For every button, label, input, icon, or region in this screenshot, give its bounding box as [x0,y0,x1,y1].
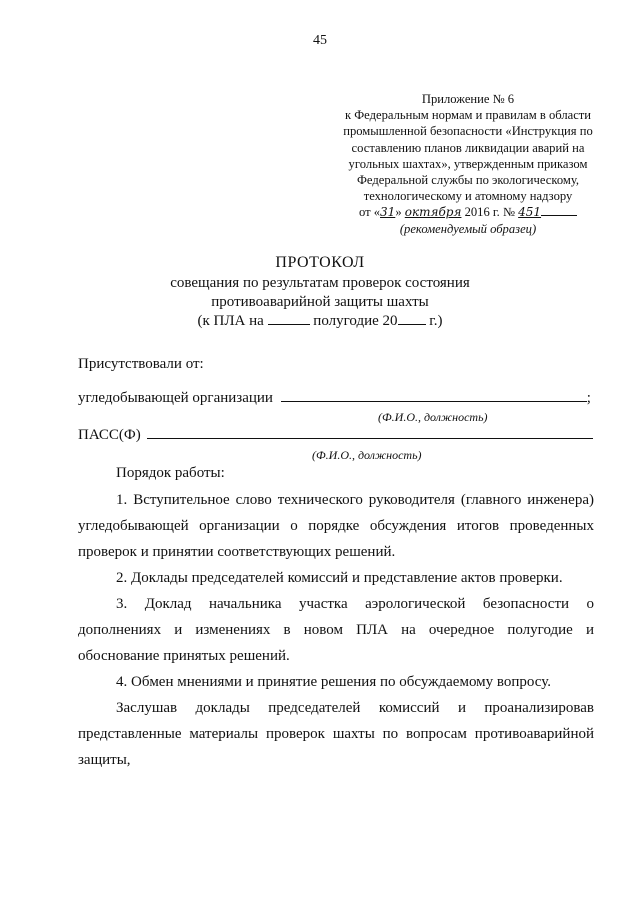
page-number: 45 [313,33,327,48]
pass-blank [147,437,593,439]
agenda-label: Порядок работы: [116,465,225,481]
pass-caption: (Ф.И.О., должность) [312,448,422,462]
handwritten-month: октября [404,205,462,220]
recommended-sample-note: (рекомендуемый образец) [399,221,537,236]
org-line [78,390,591,407]
agenda-item-4: 4. Обмен мнениями и принятие решения по обсуждаемому вопросу. [116,674,551,690]
pass-label: ПАСС(Ф) [78,427,141,443]
handwritten-order-number: 451 [518,205,542,220]
org-blank [281,400,587,402]
title-line-period: (к ПЛА на полугодие 20 г.) [197,313,443,329]
handwritten-day: 31 [380,205,396,220]
half-year-blank [268,323,310,325]
appendix-line: к Федеральным нормам и правилам в области [344,108,592,123]
org-end: ; [586,390,591,406]
appendix-line: технологическому и атомному надзору [363,189,573,204]
conclusion-paragraph: Заслушав доклады председателей комиссий и проанализировав представленные материалы проверок шахты по вопросам противоаварийной защиты, [78,700,594,768]
appendix-date-line: от «31» октября 2016 г. № 451 [318,204,618,220]
agenda-item-1: 1. Вступительное слово технического руководителя (главного инженера) угледобывающей организации о порядке обсуждения итогов проведенных проверок и принятии соответствующих решений. [78,492,594,560]
appendix-line: Федеральной службы по экологическому, [356,173,580,188]
protocol-title-block [0,253,640,331]
title-line: совещания по результатам проверок состояния [170,275,470,291]
appendix-line: угольных шахтах», утвержденным приказом [348,156,588,171]
number-underline [541,214,577,216]
protocol-heading: ПРОТОКОЛ [275,254,365,271]
appendix-line: составлению планов ликвидации аварий на [351,140,585,155]
title-line: противоаварийной защиты шахты [211,294,429,310]
agenda-item-2: 2. Доклады председателей комиссий и представление актов проверки. [116,570,563,586]
year-blank [398,323,426,325]
pass-line [78,427,593,444]
org-label: угледобывающей организации [78,390,273,406]
appendix-title: Приложение № 6 [421,92,515,106]
agenda-item-3: 3. Доклад начальника участка аэрологической безопасности о дополнениях и изменениях в новом ПЛА на очередное полугодие и обоснование принятых решений. [78,596,594,664]
appendix-block [318,91,618,237]
org-caption: (Ф.И.О., должность) [378,410,488,424]
appendix-line: промышленной безопасности «Инструкция по [343,124,593,139]
present-label: Присутствовали от: [78,356,204,372]
